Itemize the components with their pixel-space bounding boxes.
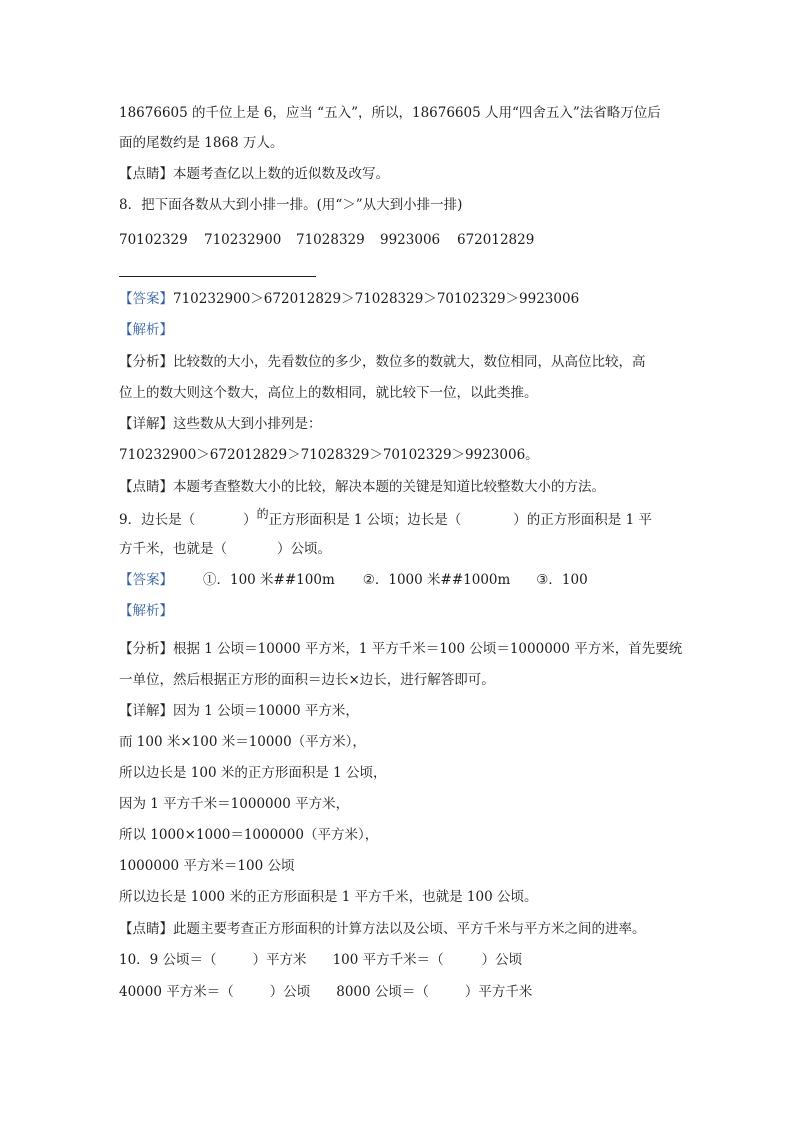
- fenxi-line: [119, 353, 646, 371]
- q10-text: 8000 公顷＝（: [336, 984, 429, 1000]
- step-line: 因为 1 平方千米＝1000000 平方米，: [119, 796, 350, 812]
- dianjing-text: 此题主要考查正方形面积的计算方法以及公顷、平方千米与平方米之间的进率。: [173, 921, 646, 937]
- step-line: 所以边长是 100 米的正方形面积是 1 公顷，: [119, 765, 387, 781]
- dianjing-label: 【点睛】: [119, 479, 173, 495]
- q9-de: 的: [256, 507, 269, 521]
- xiangjie-label: 【详解】: [119, 703, 173, 719]
- text-line: 18676605 的千位上是 6，应当 “五入”，所以，18676605 人用“四舍五入”法省略万位后: [119, 105, 661, 121]
- answer-label: 【答案】: [119, 572, 173, 588]
- number-item: 70102329: [119, 232, 188, 248]
- fenxi-line: [119, 640, 682, 658]
- question-8: 8．把下面各数从大到小排一排。(用“＞”从大到小排一排): [119, 197, 463, 213]
- number-item: 71028329: [296, 232, 365, 248]
- q10-text: 40000 平方米＝（: [119, 984, 234, 1000]
- q9-text: ）: [243, 512, 257, 528]
- text-line: 面的尾数约是 1868 万人。: [119, 135, 284, 151]
- answer-line: [119, 290, 579, 308]
- answer-blank-line: [119, 276, 316, 277]
- xiangjie-text: 这些数从大到小排列是：: [173, 416, 322, 432]
- number-list: [119, 231, 534, 249]
- q9-text: 9．边长是（: [119, 512, 196, 528]
- answer-3: ③．100: [536, 572, 588, 588]
- text-line: 710232900＞672012829＞71028329＞70102329＞9923006。: [119, 447, 539, 463]
- fenxi-label: 【分析】: [119, 354, 173, 370]
- jiexi-label: 【解析】: [119, 322, 173, 338]
- step-line: 所以 1000×1000＝1000000（平方米），: [119, 827, 379, 843]
- dianjing-line: [119, 478, 605, 496]
- q9-text: ）公顷。: [277, 541, 331, 557]
- number-item: 9923006: [380, 232, 441, 248]
- fenxi-label: 【分析】: [119, 641, 173, 657]
- fenxi-text: 根据 1 公顷＝10000 平方米，1 平方千米＝100 公顷＝1000000 平方米，首先要统: [173, 641, 683, 657]
- question-9-line2: [119, 540, 331, 558]
- q9-text: 正方形面积是 1 公顷；边长是（: [268, 512, 462, 528]
- q10-text: 100 平方千米＝（: [332, 952, 444, 968]
- step-line: 而 100 米×100 米＝10000（平方米），: [119, 734, 366, 750]
- jiexi-label: 【解析】: [119, 603, 173, 619]
- dianjing-label: 【点睛】: [119, 921, 173, 937]
- answer-label: 【答案】: [119, 291, 173, 307]
- q9-text: 方千米，也就是（: [119, 541, 227, 557]
- dianjing-text: 本题考查亿以上数的近似数及改写。: [173, 166, 389, 182]
- text-line: 一单位，然后根据正方形的面积＝边长×边长，进行解答即可。: [119, 672, 495, 688]
- question-10: [119, 951, 522, 969]
- fenxi-text: 比较数的大小，先看数位的多少，数位多的数就大，数位相同，从高位比较，高: [173, 354, 646, 370]
- step-line: 1000000 平方米＝100 公顷: [119, 858, 295, 874]
- answer-text: 710232900＞672012829＞71028329＞70102329＞9923006: [173, 291, 580, 307]
- question-10-line2: [119, 983, 532, 1001]
- text-line: 位上的数大则这个数大，高位上的数相同，就比较下一位，以此类推。: [119, 385, 538, 401]
- q10-text: ）平方米: [252, 952, 307, 968]
- answer-line: [119, 571, 588, 589]
- xiangjie-line: [119, 415, 322, 433]
- number-item: 672012829: [457, 232, 535, 248]
- q10-text: ）公顷: [269, 984, 311, 1000]
- question-9: [119, 507, 652, 529]
- q10-text: ）平方千米: [464, 984, 533, 1000]
- q10-text: 10．9 公顷＝（: [119, 952, 217, 968]
- number-item: 710232900: [204, 232, 282, 248]
- xiangjie-label: 【详解】: [119, 416, 173, 432]
- dianjing-line: [119, 165, 389, 183]
- q9-text: ）的正方形面积是 1 平: [513, 512, 652, 528]
- dianjing-line: [119, 920, 646, 938]
- dianjing-text: 本题考查整数大小的比较，解决本题的关键是知道比较整数大小的方法。: [173, 479, 605, 495]
- dianjing-label: 【点睛】: [119, 166, 173, 182]
- q10-text: ）公顷: [481, 952, 523, 968]
- xiangjie-line: [119, 702, 359, 720]
- xiangjie-text: 因为 1 公顷＝10000 平方米，: [173, 703, 359, 719]
- answer-2: ②．1000 米##1000m: [362, 572, 511, 588]
- answer-1: ①．100 米##100m: [203, 572, 335, 588]
- step-line: 所以边长是 1000 米的正方形面积是 1 平方千米，也就是 100 公顷。: [119, 889, 538, 905]
